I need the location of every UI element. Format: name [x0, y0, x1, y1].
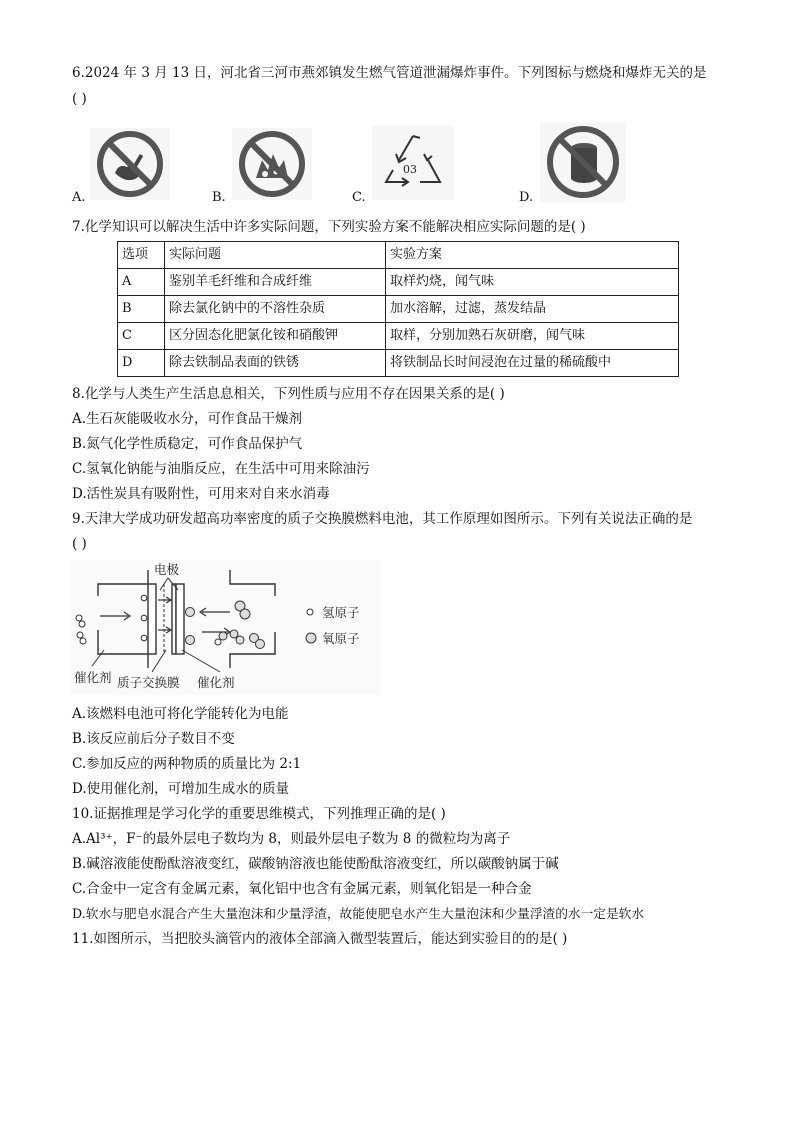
table-row [118, 350, 679, 377]
q6-option-b-label: B. [212, 190, 226, 205]
q11-stem: 11.如图所示，当把胶头滴管内的液体全部滴入微型装置后，能达到实验目的的是( ) [72, 931, 568, 947]
table-header-cell: 实际问题 [165, 242, 386, 269]
table-cell: 将铁制品长时间浸泡在过量的稀硫酸中 [386, 350, 679, 377]
q10-option-c: C.合金中一定含有金属元素，氧化铝中也含有金属元素，则氧化铝是一种合金 [72, 881, 532, 897]
q8-option-b: B.氮气化学性质稳定，可作食品保护气 [72, 436, 303, 452]
legend-h-label: 氢原子 [322, 605, 360, 620]
legend-h-atom-icon [307, 609, 313, 615]
table-cell: 区分固态化肥氯化铵和硝酸钾 [165, 323, 386, 350]
fuel-cell-diagram [70, 560, 380, 695]
table-row [118, 323, 679, 350]
q7-stem: 7.化学知识可以解决生活中许多实际问题，下列实验方案不能解决相应实际问题的是( ) [72, 219, 586, 235]
recycle-icon [372, 126, 454, 200]
q9-option-a: A.该燃料电池可将化学能转化为电能 [72, 706, 289, 722]
q9-stem-line2: ( ) [72, 536, 87, 552]
no-smoking-icon [90, 128, 170, 200]
table-cell: 取样，分别加熟石灰研磨，闻气味 [386, 323, 679, 350]
table-cell: B [118, 296, 165, 323]
q6-option-a-label: A. [72, 190, 86, 205]
table-row [118, 269, 679, 296]
q9-option-c: C.参加反应的两种物质的质量比为 2:1 [72, 756, 302, 772]
no-fireworks-icon [232, 128, 312, 200]
table-row [118, 296, 679, 323]
legend-o-atom-icon [306, 633, 316, 643]
diagram-membrane-label: 质子交换膜 [117, 675, 180, 690]
legend-o-label: 氧原子 [322, 631, 360, 646]
diagram-catalyst-right-label: 催化剂 [197, 675, 235, 690]
q6-stem-line2: ( ) [72, 91, 87, 107]
q9-option-b: B.该反应前后分子数目不变 [72, 731, 235, 747]
diagram-catalyst-left-label: 催化剂 [74, 670, 112, 685]
table-cell: C [118, 323, 165, 350]
table-cell: A [118, 269, 165, 296]
table-header-row [118, 242, 679, 269]
q8-option-d: D.活性炭具有吸附性，可用来对自来水消毒 [72, 486, 330, 502]
table-cell: 鉴别羊毛纤维和合成纤维 [165, 269, 386, 296]
no-flammable-storage-icon [540, 122, 626, 202]
table-cell: 除去氯化钠中的不溶性杂质 [165, 296, 386, 323]
q8-stem: 8.化学与人类生产生活息息相关，下列性质与应用不存在因果关系的是( ) [72, 386, 505, 402]
q7-table [117, 241, 679, 377]
q6-stem-line1: 6.2024 年 3 月 13 日，河北省三河市燕郊镇发生燃气管道泄漏爆炸事件。下列图标与燃烧和爆炸无关的是 [72, 65, 707, 81]
table-cell: 除去铁制品表面的铁锈 [165, 350, 386, 377]
q9-option-d: D.使用催化剂，可增加生成水的质量 [72, 781, 290, 797]
q10-option-d: D.软水与肥皂水混合产生大量泡沫和少量浮渣，故能使肥皂水产生大量泡沫和少量浮渣的水一定是软水 [72, 906, 644, 921]
recycle-code: 03 [403, 163, 417, 176]
q8-option-a: A.生石灰能吸收水分，可作食品干燥剂 [72, 411, 303, 427]
table-header-cell: 选项 [118, 242, 165, 269]
q10-option-b: B.碱溶液能使酚酞溶液变红，碳酸钠溶液也能使酚酞溶液变红，所以碳酸钠属于碱 [72, 856, 559, 872]
q10-option-a: A.Al³⁺，F⁻的最外层电子数均为 8，则最外层电子数为 8 的微粒均为离子 [72, 831, 511, 847]
table-cell: 加水溶解，过滤，蒸发结晶 [386, 296, 679, 323]
diagram-electrode-label: 电极 [154, 562, 180, 577]
q6-option-c-label: C. [352, 190, 366, 205]
table-cell: D [118, 350, 165, 377]
q6-option-d-label: D. [519, 190, 534, 205]
q8-option-c: C.氢氧化钠能与油脂反应，在生活中可用来除油污 [72, 461, 370, 477]
q10-stem: 10.证据推理是学习化学的重要思维模式，下列推理正确的是( ) [72, 806, 446, 822]
table-header-cell: 实验方案 [386, 242, 679, 269]
table-cell: 取样灼烧，闻气味 [386, 269, 679, 296]
q9-stem-line1: 9.天津大学成功研发超高功率密度的质子交换膜燃料电池，其工作原理如图所示。下列有关说法正确的是 [72, 511, 693, 527]
